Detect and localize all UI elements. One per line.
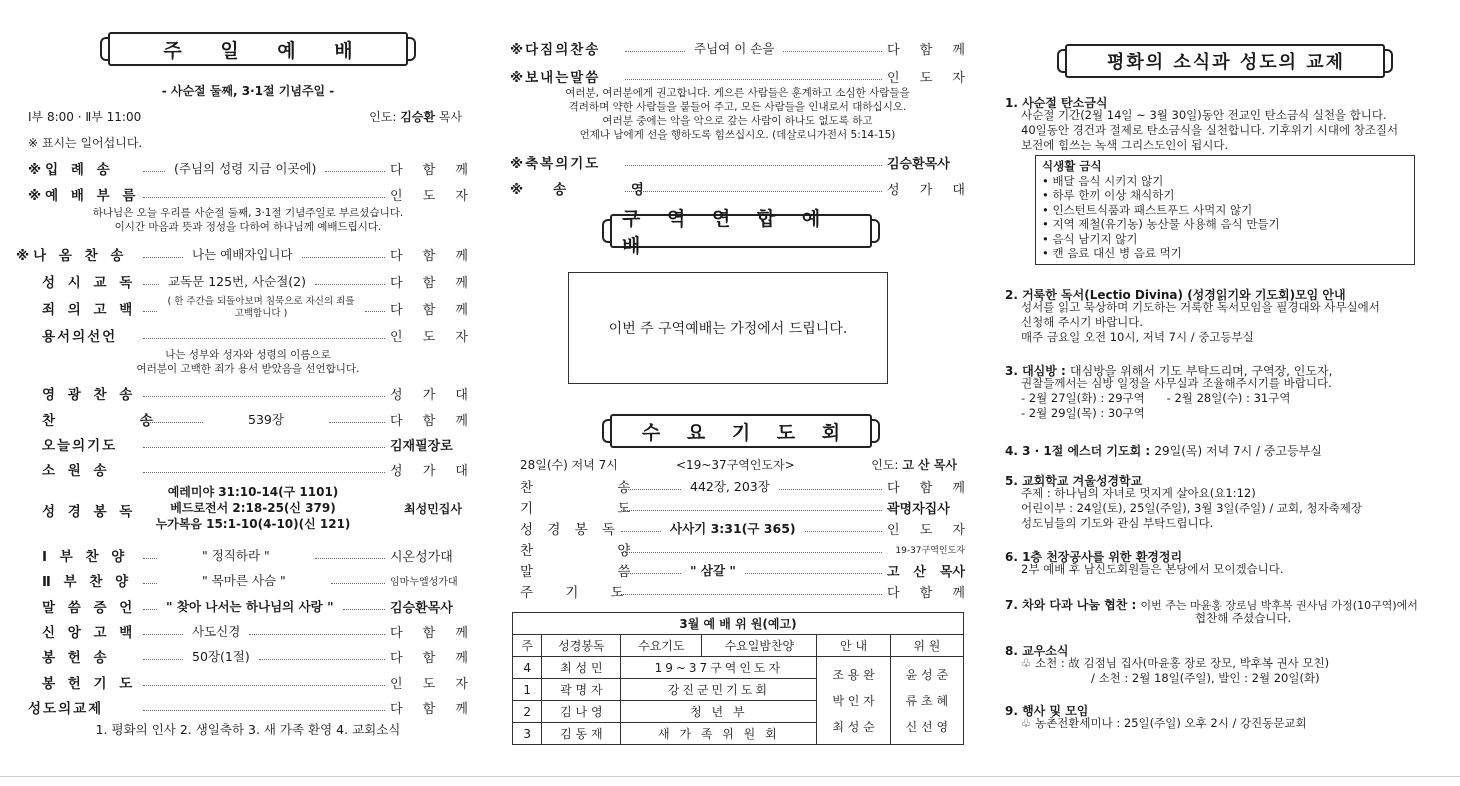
news-column bbox=[1005, 0, 1445, 786]
order-item: ※입 례 송 (주님의 성령 지금 이곳에) 다 함 께 bbox=[28, 161, 468, 178]
sunday-worship-column bbox=[16, 0, 468, 786]
news-banner: 평화의 소식과 성도의 교제 bbox=[1065, 44, 1385, 78]
stand-note: ※ 표시는 일어섭니다. bbox=[28, 136, 143, 150]
news-5-body: 주제 : 하나님의 자녀로 멋지게 살아요(요1:12) 어린이부 : 24일(토), 25일(주일), 3월 3일(주일) / 교회, 청자축제장 성도님들의 기도와 관심 부탁드립니다. bbox=[1021, 486, 1362, 530]
order-item: 영 광 찬 송 성 가 대 bbox=[42, 387, 468, 403]
order-item: 말 씀 증 언 " 찾아 나서는 하나님의 사랑 " 김승환목사 bbox=[42, 599, 453, 616]
fellowship-list: 1. 평화의 인사 2. 생일축하 3. 새 가족 환영 4. 교회소식 bbox=[95, 722, 401, 737]
order-item: ※축복의기도 김승환목사 bbox=[510, 156, 950, 172]
news-7-title: 7. 차와 다과 나눔 협찬 : 이번 주는 마윤홍 장로님 박후복 권사님 가정(10구역)에서 bbox=[1005, 598, 1418, 612]
leader-title: 목사 bbox=[438, 110, 462, 124]
guides-cell: 조 용 완 박 인 자 최 성 순 bbox=[817, 657, 890, 745]
news-6-body: 2부 예배 후 남신도회원들은 본당에서 모이겠습니다. bbox=[1021, 562, 1284, 576]
order-item: 성 시 교 독 교독문 125번, 사순절(2) 다 함 께 bbox=[42, 274, 468, 291]
schedule-header-row: 주 성경봉독 수요기도 수요일밤찬양 안 내 위 원 bbox=[513, 635, 964, 657]
order-item: ※보내는말씀 인 도 자 bbox=[510, 70, 965, 86]
table-row: 4 최 성 민 19~37구역인도자 조 용 완 박 인 자 최 성 순 윤 성 준 류 초 혜 신 선 영 bbox=[513, 657, 964, 679]
news-9-body: ♧ 농촌전환세미나 : 25일(주일) 오후 2시 / 강진동문교회 bbox=[1021, 716, 1307, 730]
march-schedule-table bbox=[512, 612, 964, 745]
order-item: ※송 영 성 가 대 bbox=[510, 182, 965, 198]
news-8-body: ♧ 소천 : 故 김점님 집사(마윤홍 장로 장모, 박후복 권사 모친) / 소천 : 2월 18일(주일), 발인 : 2월 20일(화) bbox=[1021, 656, 1330, 685]
news-3-title: 3. 대심방 : 대심방을 위해서 기도 부탁드리며, 구역장, 인도자, bbox=[1005, 364, 1333, 378]
table-row: 2 김 나 영 청 년 부 bbox=[513, 701, 964, 723]
news-1-body: 사순절 기간(2월 14일 ~ 3월 30일)동안 전교인 탄소금식 실천을 합니다. 40일동안 경건과 절제로 탄소금식을 실천합니다. 기후위기 시대에 창조질서 보전에 힘쓰는 녹색 그리스도인이 됩시다. bbox=[1021, 108, 1399, 152]
worship-subtitle: - 사순절 둘째, 3·1절 기념주일 - bbox=[161, 84, 335, 98]
leader-label: 인도: bbox=[369, 110, 397, 124]
wed-item: 찬 송 442장, 203장 다 함 께 bbox=[520, 479, 965, 496]
order-item: ※예 배 부 름 인 도 자 bbox=[28, 188, 468, 204]
wed-item: 기 도 곽명자집사 bbox=[520, 501, 950, 517]
news-3-body: 권찰들께서는 심방 일정을 사무실과 조율해주시기를 바랍니다. - 2월 27일(화) : 29구역 - 2월 28일(수) : 31구역 - 2월 29일(목) : 30구역 bbox=[1021, 376, 1332, 420]
pardon-note: 나는 성부와 성자와 성령의 이름으로 여러분이 고백한 죄가 용서 받았음을 선언합니다. bbox=[136, 349, 360, 375]
wed-item: 주 기 도 다 함 께 bbox=[520, 585, 965, 601]
news-2-title: 2. 거룩한 독서(Lectio Divina) (성경읽기와 기도회)모임 안내 bbox=[1005, 288, 1346, 302]
sending-words: 여러분, 여러분에게 권고합니다. 게으른 사람들은 훈계하고 소심한 사람들을 격려하며 약한 사람들을 붙들어 주고, 모든 사람들을 인내로서 대하십시오. 여러분 중에는 악을 악으로 갚는 사람이 하나도 없도록 하고 언제나 남에게 선을 행하도록 힘쓰십시오. (데살로니가전서 5:14-15) bbox=[565, 87, 910, 141]
service-leader bbox=[369, 108, 462, 125]
order-item: 봉 헌 송 50장(1절) 다 함 께 bbox=[42, 649, 468, 666]
news-1-title: 1. 사순절 탄소금식 bbox=[1005, 96, 1108, 110]
wed-time: 28일(수) 저녁 7시 bbox=[520, 458, 618, 472]
scripture-reader: 최성민집사 bbox=[404, 502, 462, 516]
district-worship-box: 이번 주 구역예배는 가정에서 드립니다. bbox=[568, 272, 888, 384]
order-item: 죄 의 고 백 ( 한 주간을 되돌아보며 침묵으로 자신의 죄를 고백합니다 ) 다 함 께 bbox=[42, 296, 468, 319]
table-row: 3 김 동 재 새 가 족 위 원 회 bbox=[513, 723, 964, 745]
order-item: 찬 송 539장 다 함 께 bbox=[42, 412, 468, 429]
scripture-refs: 예레미야 31:10-14(구 1101) 베드로전서 2:18-25(신 379) 누가복음 15:1-10(4-10)(신 121) bbox=[155, 485, 351, 531]
order-item: 소 원 송 성 가 대 bbox=[42, 463, 468, 479]
diet-fast-box: 식생활 금식 • 배달 음식 시키지 않기 • 하루 한끼 이상 채식하기 • 인스턴트식품과 패스트푸드 사먹지 않기 • 지역 제철(유기농) 농산물 사용해 음식 만들기 • 음식 남기지 않기 • 캔 음료 대신 병 음료 먹기 bbox=[1035, 155, 1415, 265]
order-item: 신 앙 고 백 사도신경 다 함 께 bbox=[42, 624, 468, 641]
order-item: Ⅰ 부 찬 양 " 정직하라 " 시온성가대 bbox=[42, 548, 453, 565]
call-note: 하나님은 오늘 우리를 사순절 둘째, 3·1절 기념주일로 부르셨습니다. 이시간 마음과 뜻과 정성을 다하여 하나님께 예배드립시다. bbox=[92, 207, 404, 233]
wed-item: 찬 양 19-37구역인도자 bbox=[520, 543, 965, 559]
banner-title: 주 일 예 배 bbox=[163, 39, 369, 62]
wed-group: <19~37구역인도자> bbox=[676, 458, 795, 472]
wed-item: 성 경 봉 독 사사기 3:31(구 365) 인 도 자 bbox=[520, 521, 965, 538]
order-item: Ⅱ 부 찬 양 " 목마른 사슴 " 임마누엘성가대 bbox=[42, 573, 458, 590]
news-5-title: 5. 교회학교 겨울성경학교 bbox=[1005, 474, 1143, 488]
members-cell: 윤 성 준 류 초 혜 신 선 영 bbox=[890, 657, 963, 745]
news-8-title: 8. 교우소식 bbox=[1005, 644, 1069, 658]
order-item: 성도의교제 다 함 께 bbox=[28, 701, 468, 717]
news-7-body: 협찬해 주셨습니다. bbox=[1195, 611, 1292, 625]
wed-item: 말 씀 " 삼갈 " 고 산 목사 bbox=[520, 563, 965, 580]
sunday-worship-banner bbox=[108, 32, 408, 66]
news-6-title: 6. 1층 천장공사를 위한 환경정리 bbox=[1005, 550, 1183, 564]
wed-leader: 인도: 고 산 목사 bbox=[871, 458, 957, 472]
news-9-title: 9. 행사 및 모임 bbox=[1005, 704, 1089, 718]
order-item: 봉 헌 기 도 인 도 자 bbox=[42, 676, 468, 692]
table-row: 1 곽 명 자 강진군민기도회 bbox=[513, 679, 964, 701]
news-2-body: 성서를 읽고 묵상하며 기도하는 거룩한 독서모임을 필경대와 사무실에서 신청해 주시기 바랍니다. 매주 금요일 오전 10시, 저녁 7시 / 중고등부실 bbox=[1021, 300, 1380, 344]
order-item: ※다짐의찬송 주님여 이 손을 다 함 께 bbox=[510, 41, 965, 58]
order-item: 용서의선언 인 도 자 bbox=[42, 329, 468, 345]
sending-and-district-column bbox=[510, 0, 965, 786]
service-times: Ⅰ부 8:00 · Ⅱ부 11:00 bbox=[28, 110, 142, 124]
scripture-label: 성 경 봉 독 bbox=[42, 504, 137, 520]
district-worship-banner: 구 역 연 합 예 배 bbox=[610, 214, 872, 248]
leader-name: 김승환 bbox=[400, 110, 435, 124]
order-item: 오늘의기도 김재필장로 bbox=[42, 438, 453, 454]
wednesday-prayer-banner: 수 요 기 도 회 bbox=[610, 414, 872, 448]
schedule-title: 3월 예 배 위 원(예고) bbox=[513, 613, 964, 635]
page-bottom-edge bbox=[0, 776, 1460, 777]
order-item: ※나 옴 찬 송 나는 예배자입니다 다 함 께 bbox=[16, 247, 468, 264]
news-4-title: 4. 3 · 1절 에스더 기도회 : 29일(목) 저녁 7시 / 중고등부실 bbox=[1005, 444, 1322, 458]
